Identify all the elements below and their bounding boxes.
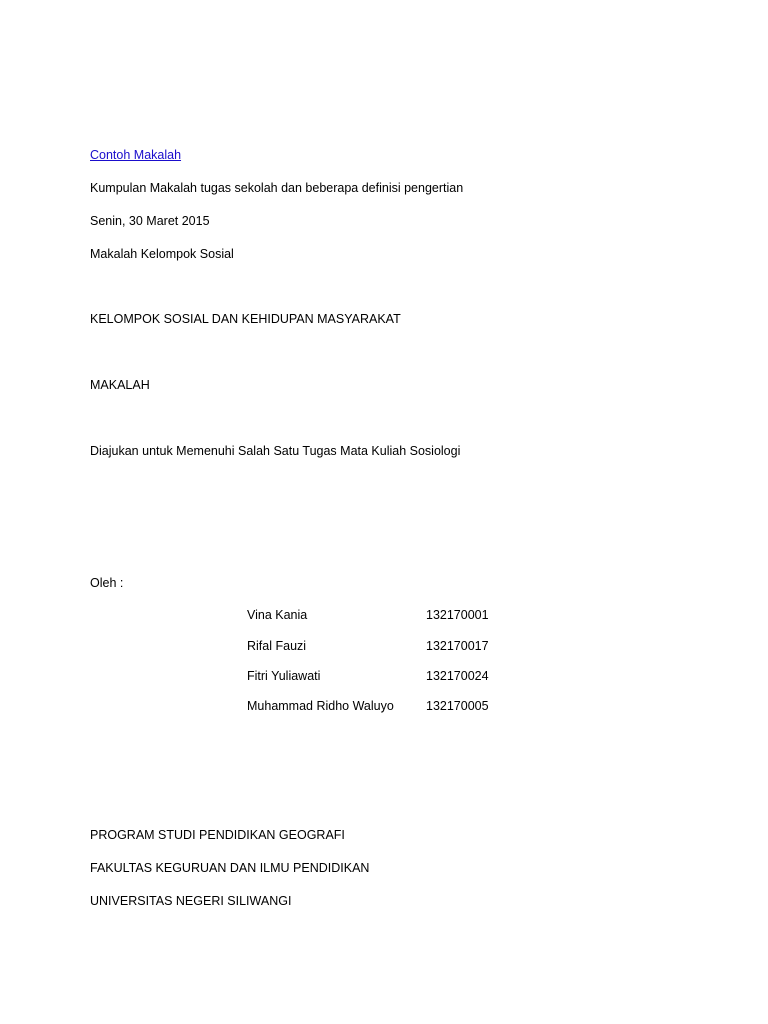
document-purpose: Diajukan untuk Memenuhi Salah Satu Tugas Mata Kuliah Sosiologi <box>90 444 461 458</box>
document-title: KELOMPOK SOSIAL DAN KEHIDUPAN MASYARAKAT <box>90 312 401 326</box>
author-id: 132170017 <box>426 639 489 653</box>
author-name: Vina Kania <box>247 608 308 622</box>
author-name: Muhammad Ridho Waluyo <box>247 699 394 713</box>
blog-description: Kumpulan Makalah tugas sekolah dan beberapa definisi pengertian <box>90 181 464 195</box>
author-name: Rifal Fauzi <box>247 639 307 653</box>
post-date: Senin, 30 Maret 2015 <box>90 214 210 228</box>
study-program: PROGRAM STUDI PENDIDIKAN GEOGRAFI <box>90 828 345 842</box>
author-id: 132170001 <box>426 608 489 622</box>
author-name: Fitri Yuliawati <box>247 669 321 683</box>
faculty-name: FAKULTAS KEGURUAN DAN ILMU PENDIDIKAN <box>90 861 370 875</box>
authors-label: Oleh : <box>90 576 124 590</box>
blog-title-link[interactable]: Contoh Makalah <box>90 148 182 162</box>
author-id: 132170024 <box>426 669 489 683</box>
post-title: Makalah Kelompok Sosial <box>90 247 234 261</box>
document-type: MAKALAH <box>90 378 150 392</box>
university-name: UNIVERSITAS NEGERI SILIWANGI <box>90 894 292 908</box>
author-id: 132170005 <box>426 699 489 713</box>
